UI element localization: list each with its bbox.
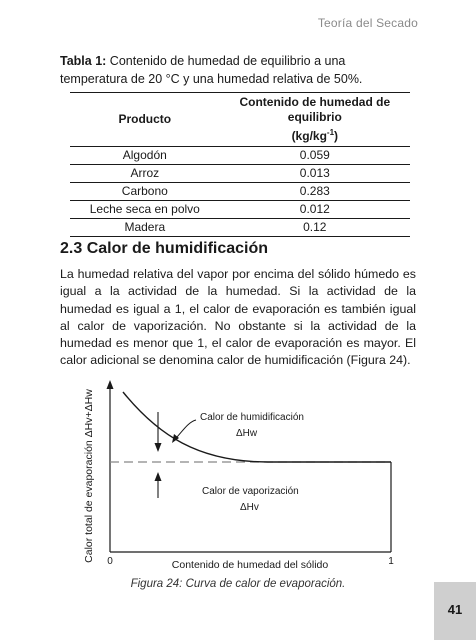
table-row <box>70 201 410 219</box>
page-number-tab <box>434 582 476 640</box>
column-header-product: Producto <box>70 93 220 147</box>
figure-caption: Figura 24: Curva de calor de evaporación. <box>130 578 346 590</box>
annotation-leader-line <box>176 420 196 438</box>
table-caption-label: Tabla 1: <box>60 54 107 68</box>
section-paragraph: La humedad relativa del vapor por encima del sólido húmedo es igual a la actividad de la humedad. Si la actividad de la humedad es igual a 1, el calor de evaporación es también igual al calor de vaporización. No obstante si la actividad de la humedad es menor que 1, el calor de evaporación es mayor. El calor adicional se denomina calor de humidificación (Figura 24). <box>60 267 416 368</box>
product-cell: Arroz <box>70 165 220 183</box>
column-header-moisture-text: Contenido de humedad de equilibrio <box>239 95 391 124</box>
y-axis-arrowhead <box>107 380 114 389</box>
table-row <box>70 165 410 183</box>
humidification-arrowhead <box>155 443 162 452</box>
moisture-value-cell: 0.283 <box>220 183 410 201</box>
column-header-unit-exponent: -1 <box>326 128 335 137</box>
column-header-unit: (kg/kg <box>291 129 327 143</box>
product-cell: Algodón <box>70 147 220 165</box>
product-cell: Leche seca en polvo <box>70 201 220 219</box>
running-title: Teoría del Secado <box>317 16 418 30</box>
vaporization-symbol: ΔHv <box>240 502 259 513</box>
moisture-value-cell: 0.012 <box>220 201 410 219</box>
evaporation-heat-curve <box>123 392 391 462</box>
equilibrium-moisture-table <box>70 92 410 237</box>
x-tick-min: 0 <box>107 556 113 567</box>
humidification-symbol: ΔHw <box>236 428 258 439</box>
table-body <box>70 147 410 237</box>
table-row <box>70 183 410 201</box>
table-caption-text: Contenido de humedad de equilibrio a una temperatura de 20 °C y una humedad relativa de 50%. <box>60 54 363 86</box>
y-axis-label: Calor total de evaporación ΔHv+ΔHw <box>83 389 95 563</box>
vaporization-annotation: Calor de vaporización <box>202 486 299 497</box>
product-cell: Madera <box>70 219 220 237</box>
humidification-annotation: Calor de humidificación <box>200 412 304 423</box>
moisture-value-cell: 0.013 <box>220 165 410 183</box>
x-tick-max: 1 <box>388 556 394 567</box>
table-row <box>70 147 410 165</box>
vaporization-arrowhead <box>155 472 162 481</box>
x-axis-label: Contenido de humedad del sólido <box>171 559 329 571</box>
table-header-row <box>70 93 410 147</box>
y-axis-label-group <box>83 389 95 563</box>
table-row <box>70 219 410 237</box>
moisture-value-cell: 0.12 <box>220 219 410 237</box>
section-heading: 2.3 Calor de humidificación <box>60 240 269 257</box>
moisture-value-cell: 0.059 <box>220 147 410 165</box>
column-header-unit-close: ) <box>334 129 339 143</box>
evaporation-heat-figure <box>78 380 408 572</box>
column-header-moisture <box>220 93 410 147</box>
table-caption <box>60 52 416 88</box>
product-cell: Carbono <box>70 183 220 201</box>
page-number: 41 <box>447 602 463 617</box>
